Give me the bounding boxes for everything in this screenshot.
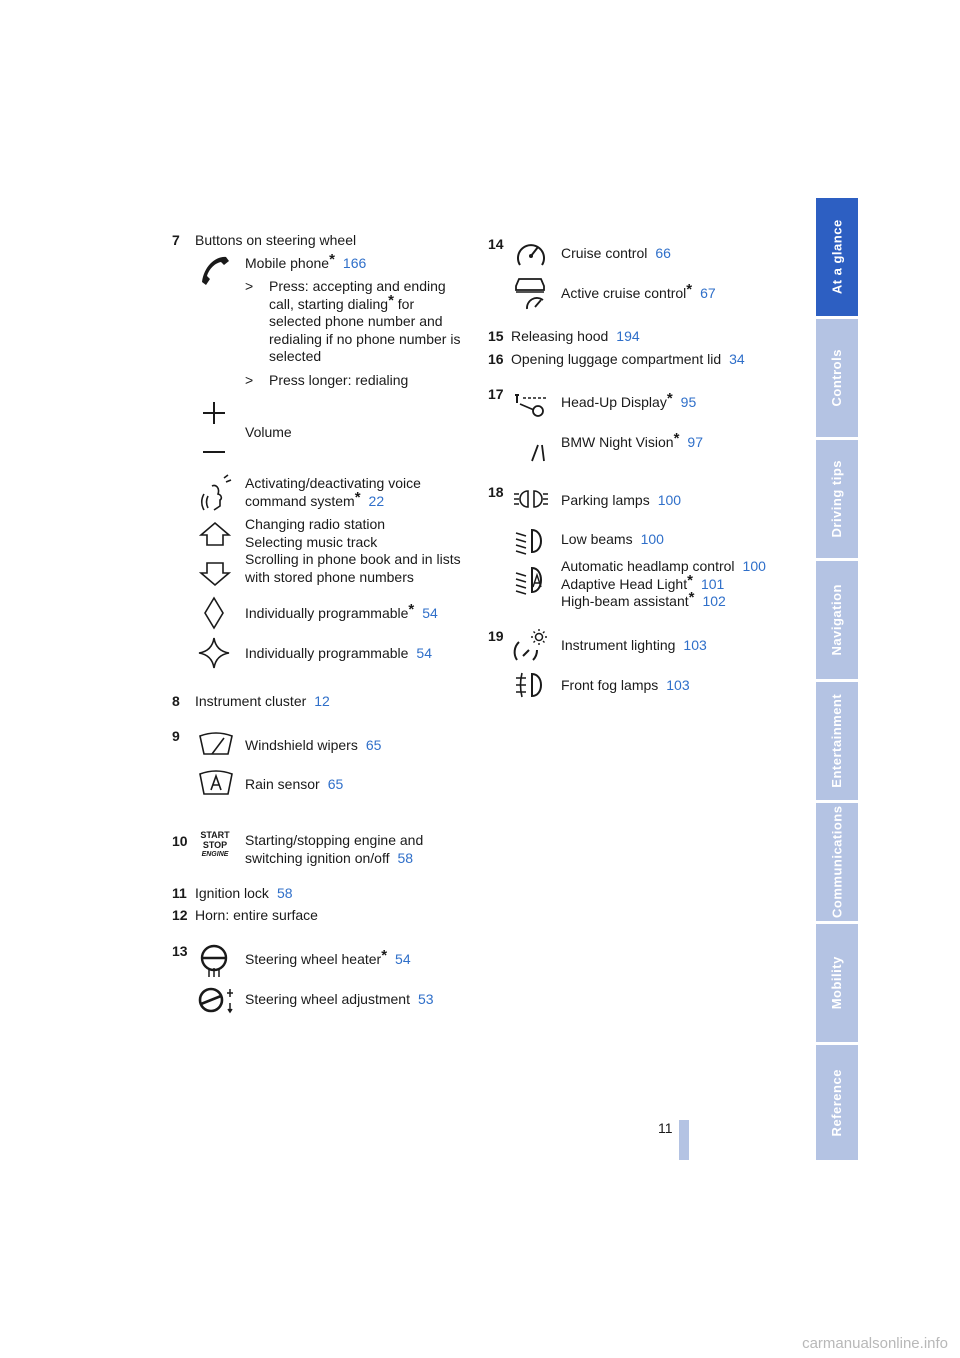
fog-lamps-entry xyxy=(561,677,690,695)
voice-command-text: Activating/deactivating voice xyxy=(245,475,421,491)
section-8-number: 8 xyxy=(172,693,180,709)
rain-sensor-entry xyxy=(245,776,343,794)
hud-entry xyxy=(561,390,697,412)
start-stop-text: switching ignition on/off xyxy=(245,849,390,866)
windshield-wipers-entry xyxy=(245,737,381,755)
section-10-number: 10 xyxy=(172,833,188,849)
active-cruise-label: Active cruise control xyxy=(561,285,687,301)
night-vision-label: BMW Night Vision xyxy=(561,434,674,450)
steering-adjust-label: Steering wheel adjustment xyxy=(245,991,410,1007)
tab-label: Navigation xyxy=(829,584,845,656)
tab-navigation[interactable] xyxy=(816,561,858,679)
footnote-star: * xyxy=(388,291,394,309)
icon-engine-text: ENGINE xyxy=(201,851,229,858)
arrow-up-icon xyxy=(199,521,231,547)
tab-label: Mobility xyxy=(829,956,845,1010)
page-ref-link[interactable]: 100 xyxy=(742,558,766,574)
star4-icon xyxy=(197,636,231,670)
voice-command-text: command system xyxy=(245,492,355,509)
cruise-control-label: Cruise control xyxy=(561,245,648,261)
page-ref-link[interactable]: 100 xyxy=(640,531,664,547)
tab-label: Driving tips xyxy=(829,460,845,538)
cruise-control-entry xyxy=(561,245,671,263)
page-ref-link[interactable]: 58 xyxy=(276,885,293,901)
page-ref-link[interactable]: 100 xyxy=(657,492,682,508)
radio-station-entry xyxy=(245,516,461,586)
footnote-star: * xyxy=(329,251,335,268)
auto-headlamp-label: Automatic headlamp control xyxy=(561,558,735,574)
section-11-number: 11 xyxy=(172,885,187,901)
bullet-text: selected xyxy=(269,348,322,364)
page-ref-link[interactable]: 103 xyxy=(666,677,690,693)
minus-icon xyxy=(201,444,227,460)
bullet-marker: > xyxy=(245,278,254,294)
instrument-lighting-label: Instrument lighting xyxy=(561,637,676,653)
page-ref-link[interactable]: 22 xyxy=(368,492,385,509)
releasing-hood-label: Releasing hood xyxy=(511,328,609,344)
parking-lamp-icon xyxy=(513,488,549,510)
section-7-title: Buttons on steering wheel xyxy=(195,232,357,248)
bullet-press-longer xyxy=(245,372,475,390)
page-ref-link[interactable]: 54 xyxy=(422,605,438,621)
high-beam-label: High-beam assistant xyxy=(561,593,689,609)
horn-label: Horn: entire surface xyxy=(195,907,318,923)
programmable-label: Individually programmable xyxy=(245,645,409,661)
section-19-number: 19 xyxy=(488,628,504,644)
start-stop-entry xyxy=(245,832,423,867)
footnote-star: * xyxy=(687,571,693,589)
radio-text: with stored phone numbers xyxy=(245,568,414,585)
footnote-star: * xyxy=(666,390,673,407)
tab-entertainment[interactable] xyxy=(816,682,858,800)
radio-text: Changing radio station xyxy=(245,516,386,532)
rain-sensor-label: Rain sensor xyxy=(245,776,320,792)
footer-watermark: carmanualsonline.info xyxy=(802,1334,948,1352)
low-beams-entry xyxy=(561,531,664,549)
section-7-number: 7 xyxy=(172,232,180,248)
bullet-text: Press: accepting and ending xyxy=(269,278,446,294)
active-cruise-entry xyxy=(561,281,716,303)
wipers-label: Windshield wipers xyxy=(245,737,358,753)
programmable-entry-1 xyxy=(245,601,438,623)
page-ref-link[interactable]: 34 xyxy=(729,351,745,367)
rain-sensor-icon xyxy=(198,768,234,798)
footnote-star: * xyxy=(408,601,415,618)
hud-icon xyxy=(514,392,548,418)
page-number: 11 xyxy=(658,1120,673,1136)
luggage-lid-entry xyxy=(511,351,745,369)
tab-reference[interactable] xyxy=(816,1045,858,1160)
programmable-entry-2 xyxy=(245,645,432,663)
section-18-number: 18 xyxy=(488,484,504,500)
active-cruise-icon xyxy=(513,276,549,310)
arrow-down-icon xyxy=(199,561,231,587)
footnote-star: * xyxy=(688,589,695,606)
bullet-marker: > xyxy=(245,372,254,388)
auto-headlamp-icon xyxy=(514,565,548,595)
bullet-press xyxy=(245,278,475,366)
tab-label: Entertainment xyxy=(829,694,845,788)
diamond-icon xyxy=(203,596,225,630)
page-ref-link[interactable]: 102 xyxy=(702,593,726,609)
footnote-star: * xyxy=(673,430,680,447)
instrument-lighting-entry xyxy=(561,637,707,655)
page-ref-link[interactable]: 103 xyxy=(683,637,707,653)
page-ref-link[interactable]: 95 xyxy=(680,394,697,410)
mobile-phone-label: Mobile phone xyxy=(245,255,330,271)
ignition-lock-label: Ignition lock xyxy=(195,885,269,901)
bullet-text: Press longer: redialing xyxy=(269,372,409,388)
luggage-lid-label: Opening luggage compartment lid xyxy=(511,351,722,367)
page-ref-link[interactable]: 67 xyxy=(700,285,716,301)
radio-text: Selecting music track xyxy=(245,533,378,550)
voice-icon xyxy=(198,474,234,514)
page-ref-link[interactable]: 97 xyxy=(687,434,703,450)
section-9-number: 9 xyxy=(172,728,180,744)
section-16-number: 16 xyxy=(488,351,504,367)
adaptive-headlight-label: Adaptive Head Light xyxy=(561,575,688,592)
start-stop-icon xyxy=(197,830,233,860)
instrument-cluster-label: Instrument cluster xyxy=(195,693,307,709)
page-ref-link[interactable]: 54 xyxy=(395,951,411,967)
parking-lamps-entry xyxy=(561,492,681,510)
footnote-star: * xyxy=(381,947,388,964)
page-ref-link[interactable]: 58 xyxy=(397,849,414,866)
tab-label: Controls xyxy=(829,349,845,407)
night-vision-icon xyxy=(512,425,548,463)
page-ref-link[interactable]: 101 xyxy=(700,575,725,592)
voice-command-entry xyxy=(245,475,421,510)
steering-heater-icon xyxy=(198,944,230,978)
page-number-bar xyxy=(679,1120,689,1160)
instrument-cluster-entry xyxy=(195,693,330,711)
steering-heater-label: Steering wheel heater xyxy=(245,951,382,967)
page-ref-link[interactable]: 12 xyxy=(314,693,330,709)
bullet-text: selected phone number and xyxy=(269,313,443,329)
tab-label: Reference xyxy=(829,1068,845,1137)
icon-start-text: START xyxy=(200,830,230,840)
programmable-label: Individually programmable xyxy=(245,605,409,621)
mobile-phone-entry xyxy=(245,251,367,273)
page-ref-link[interactable]: 194 xyxy=(616,328,640,344)
night-vision-entry xyxy=(561,430,703,452)
tab-mobility[interactable] xyxy=(816,924,858,1042)
start-stop-text: Starting/stopping engine and xyxy=(245,832,424,848)
instrument-light-icon xyxy=(511,628,549,664)
releasing-hood-entry xyxy=(511,328,640,346)
phone-icon xyxy=(196,252,232,288)
low-beam-icon xyxy=(514,527,548,555)
section-13-number: 13 xyxy=(172,943,188,959)
fog-lamps-label: Front fog lamps xyxy=(561,677,659,693)
page-ref-link[interactable]: 66 xyxy=(655,245,671,261)
footnote-star: * xyxy=(354,488,361,506)
section-17-number: 17 xyxy=(488,386,504,402)
bullet-text: for xyxy=(393,295,415,312)
bullet-text: call, starting dialing xyxy=(269,295,389,312)
steering-heater-entry xyxy=(245,947,411,969)
tab-label: Communications xyxy=(829,805,845,919)
tab-label: At a glance xyxy=(829,219,845,295)
wiper-icon xyxy=(198,728,234,758)
tab-communications[interactable] xyxy=(816,803,858,921)
fog-lamp-icon xyxy=(514,671,548,699)
section-14-number: 14 xyxy=(488,236,504,252)
steering-adjust-entry xyxy=(245,991,434,1009)
page-ref-link[interactable]: 53 xyxy=(418,991,434,1007)
radio-text: Scrolling in phone book and in lists xyxy=(245,551,461,567)
page-ref-link[interactable]: 65 xyxy=(327,776,344,792)
page-ref-link[interactable]: 65 xyxy=(365,737,382,753)
hud-label: Head-Up Display xyxy=(561,394,667,410)
low-beams-label: Low beams xyxy=(561,531,633,547)
tab-driving-tips[interactable] xyxy=(816,440,858,558)
tab-controls[interactable] xyxy=(816,319,858,437)
tab-at-a-glance[interactable] xyxy=(816,198,858,316)
parking-lamps-label: Parking lamps xyxy=(561,492,650,508)
bullet-text: redialing if no phone number is xyxy=(269,330,461,347)
volume-label: Volume xyxy=(245,424,292,440)
headlamp-control-entry xyxy=(561,558,766,611)
page-ref-link[interactable]: 54 xyxy=(416,645,432,661)
cruise-icon xyxy=(514,239,548,269)
plus-icon xyxy=(201,400,227,426)
section-12-number: 12 xyxy=(172,907,188,923)
icon-stop-text: STOP xyxy=(202,840,228,850)
section-15-number: 15 xyxy=(488,328,504,344)
steering-adjust-icon xyxy=(197,985,235,1015)
footnote-star: * xyxy=(686,281,693,298)
ignition-lock-entry xyxy=(195,885,293,903)
page-ref-link[interactable]: 166 xyxy=(342,255,367,271)
